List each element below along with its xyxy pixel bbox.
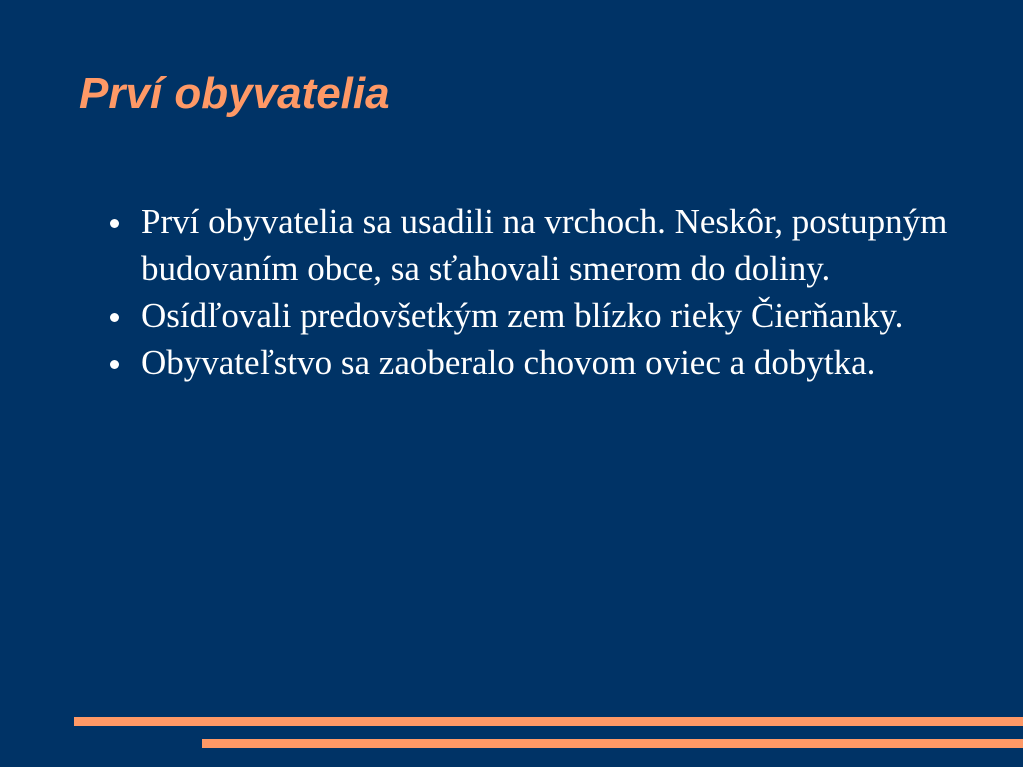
bullet-dot-icon	[110, 313, 119, 322]
accent-bar-bottom	[202, 739, 1023, 748]
bullet-item	[107, 339, 987, 386]
bullet-text: Prví obyvatelia sa usadili na vrchoch. Neskôr, postupným budovaním obce, sa sťahovali smerom do doliny.	[141, 202, 948, 288]
bullet-text: Osídľovali predovšetkým zem blízko rieky Čierňanky.	[141, 296, 904, 335]
bullet-item	[107, 292, 987, 339]
bullet-item	[107, 198, 987, 292]
slide-title: Prví obyvatelia	[79, 69, 390, 118]
bullet-dot-icon	[110, 219, 119, 228]
bullet-dot-icon	[110, 360, 119, 369]
bullet-list	[107, 198, 987, 386]
accent-bar-top	[74, 717, 1023, 726]
bullet-text: Obyvateľstvo sa zaoberalo chovom oviec a dobytka.	[141, 343, 876, 382]
